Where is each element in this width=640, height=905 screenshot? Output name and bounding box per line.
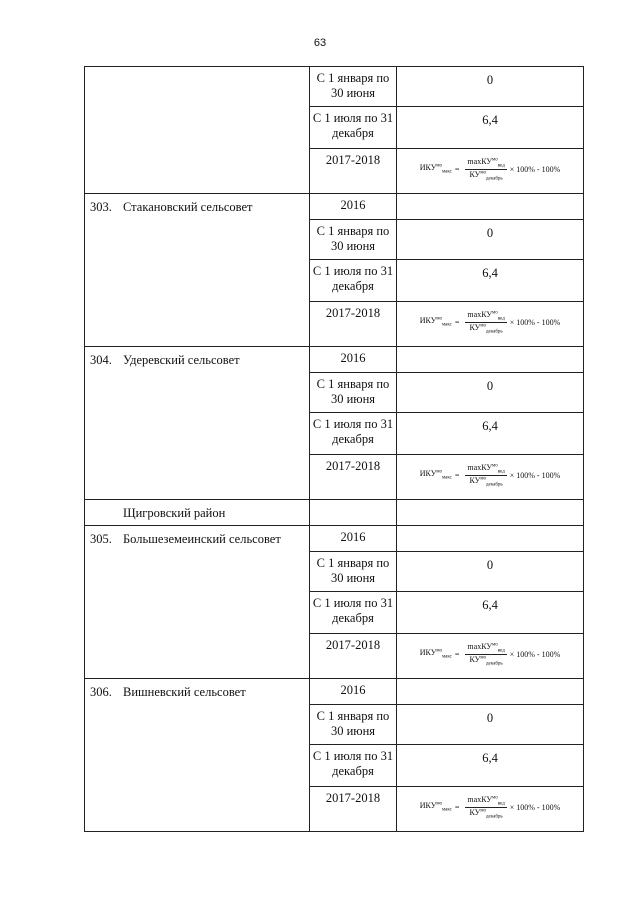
formula-fraction: $\frac{\max КУ^{мо}_{вед}}{КУ^{мо}_{декабрь}}$	[467, 463, 505, 488]
period-cell: 2017-2018	[310, 787, 397, 832]
formula-cell	[397, 455, 584, 500]
value-cell: 0	[397, 67, 584, 107]
formula-cell	[397, 302, 584, 347]
entry-name: Удеревский сельсовет	[123, 353, 240, 367]
period-cell: 2016	[310, 194, 397, 220]
table-row	[85, 347, 584, 373]
period-cell: 2016	[310, 526, 397, 552]
period-cell: С 1 июля по 31 декабря	[310, 745, 397, 787]
formula-lhs: $ИКУ^{мо}_{макс}$	[419, 316, 452, 328]
value-cell: 6,4	[397, 592, 584, 634]
formula-eq: =	[454, 802, 460, 812]
formula-tail: × 100% - 100%	[509, 802, 561, 812]
formula-eq: =	[454, 470, 460, 480]
formula-lhs: $ИКУ^{мо}_{макс}$	[419, 163, 452, 175]
period-cell: С 1 июля по 31 декабря	[310, 413, 397, 455]
period-cell: С 1 января по 30 июня	[310, 373, 397, 413]
formula	[397, 455, 583, 487]
period-cell: С 1 января по 30 июня	[310, 552, 397, 592]
formula-fraction: $\frac{\max КУ^{мо}_{вед}}{КУ^{мо}_{декабрь}}$	[467, 310, 505, 335]
period-cell: С 1 января по 30 июня	[310, 705, 397, 745]
period-cell: 2016	[310, 679, 397, 705]
value-cell: 0	[397, 552, 584, 592]
value-cell: 0	[397, 705, 584, 745]
formula	[397, 634, 583, 666]
period-cell: 2016	[310, 347, 397, 373]
formula-cell	[397, 634, 584, 679]
value-cell: 6,4	[397, 260, 584, 302]
value-cell: 0	[397, 373, 584, 413]
entry-name: Вишневский сельсовет	[123, 685, 246, 699]
entry-name-cell	[85, 526, 310, 679]
value-cell	[397, 679, 584, 705]
period-cell: 2017-2018	[310, 149, 397, 194]
entry-number: 304.	[90, 353, 112, 367]
period-cell: С 1 июля по 31 декабря	[310, 592, 397, 634]
value-cell: 6,4	[397, 745, 584, 787]
entry-name: Большеземеинский сельсовет	[123, 532, 281, 546]
formula	[397, 787, 583, 819]
formula	[397, 302, 583, 334]
period-cell: С 1 июля по 31 декабря	[310, 260, 397, 302]
period-cell: С 1 января по 30 июня	[310, 67, 397, 107]
formula-eq: =	[454, 317, 460, 327]
entry-name: Стакановский сельсовет	[123, 200, 253, 214]
entry-number: 306.	[90, 685, 112, 699]
formula-tail: × 100% - 100%	[509, 649, 561, 659]
table-row	[85, 526, 584, 552]
formula-eq: =	[454, 649, 460, 659]
value-cell: 0	[397, 220, 584, 260]
value-cell	[397, 194, 584, 220]
table-row	[85, 679, 584, 705]
entry-name-cell	[85, 67, 310, 194]
table-row	[85, 194, 584, 220]
period-cell: С 1 июля по 31 декабря	[310, 107, 397, 149]
period-cell: С 1 января по 30 июня	[310, 220, 397, 260]
entry-number: 303.	[90, 200, 112, 214]
value-cell	[397, 526, 584, 552]
period-cell: 2017-2018	[310, 634, 397, 679]
formula-lhs: $ИКУ^{мо}_{макс}$	[419, 469, 452, 481]
formula-cell	[397, 787, 584, 832]
formula	[397, 149, 583, 181]
formula-lhs: $ИКУ^{мо}_{макс}$	[419, 648, 452, 660]
value-cell	[397, 347, 584, 373]
formula-eq: =	[454, 164, 460, 174]
entry-name-cell	[85, 194, 310, 347]
formula-tail: × 100% - 100%	[509, 164, 561, 174]
page-number: 63	[313, 37, 327, 49]
rates-table	[84, 66, 584, 832]
value-cell: 6,4	[397, 107, 584, 149]
period-cell: 2017-2018	[310, 455, 397, 500]
period-cell: 2017-2018	[310, 302, 397, 347]
formula-fraction: $\frac{\max КУ^{мо}_{вед}}{КУ^{мо}_{декабрь}}$	[467, 157, 505, 182]
table-row	[85, 500, 584, 526]
entry-name-cell	[85, 679, 310, 832]
entry-number: 305.	[90, 532, 112, 546]
formula-fraction: $\frac{\max КУ^{мо}_{вед}}{КУ^{мо}_{декабрь}}$	[467, 642, 505, 667]
entry-name-cell	[85, 347, 310, 500]
table-row	[85, 67, 584, 107]
formula-tail: × 100% - 100%	[509, 317, 561, 327]
formula-tail: × 100% - 100%	[509, 470, 561, 480]
formula-fraction: $\frac{\max КУ^{мо}_{вед}}{КУ^{мо}_{декабрь}}$	[467, 795, 505, 820]
formula-cell	[397, 149, 584, 194]
formula-lhs: $ИКУ^{мо}_{макс}$	[419, 801, 452, 813]
district-header-cell: Щигровский район	[85, 500, 310, 526]
value-cell: 6,4	[397, 413, 584, 455]
